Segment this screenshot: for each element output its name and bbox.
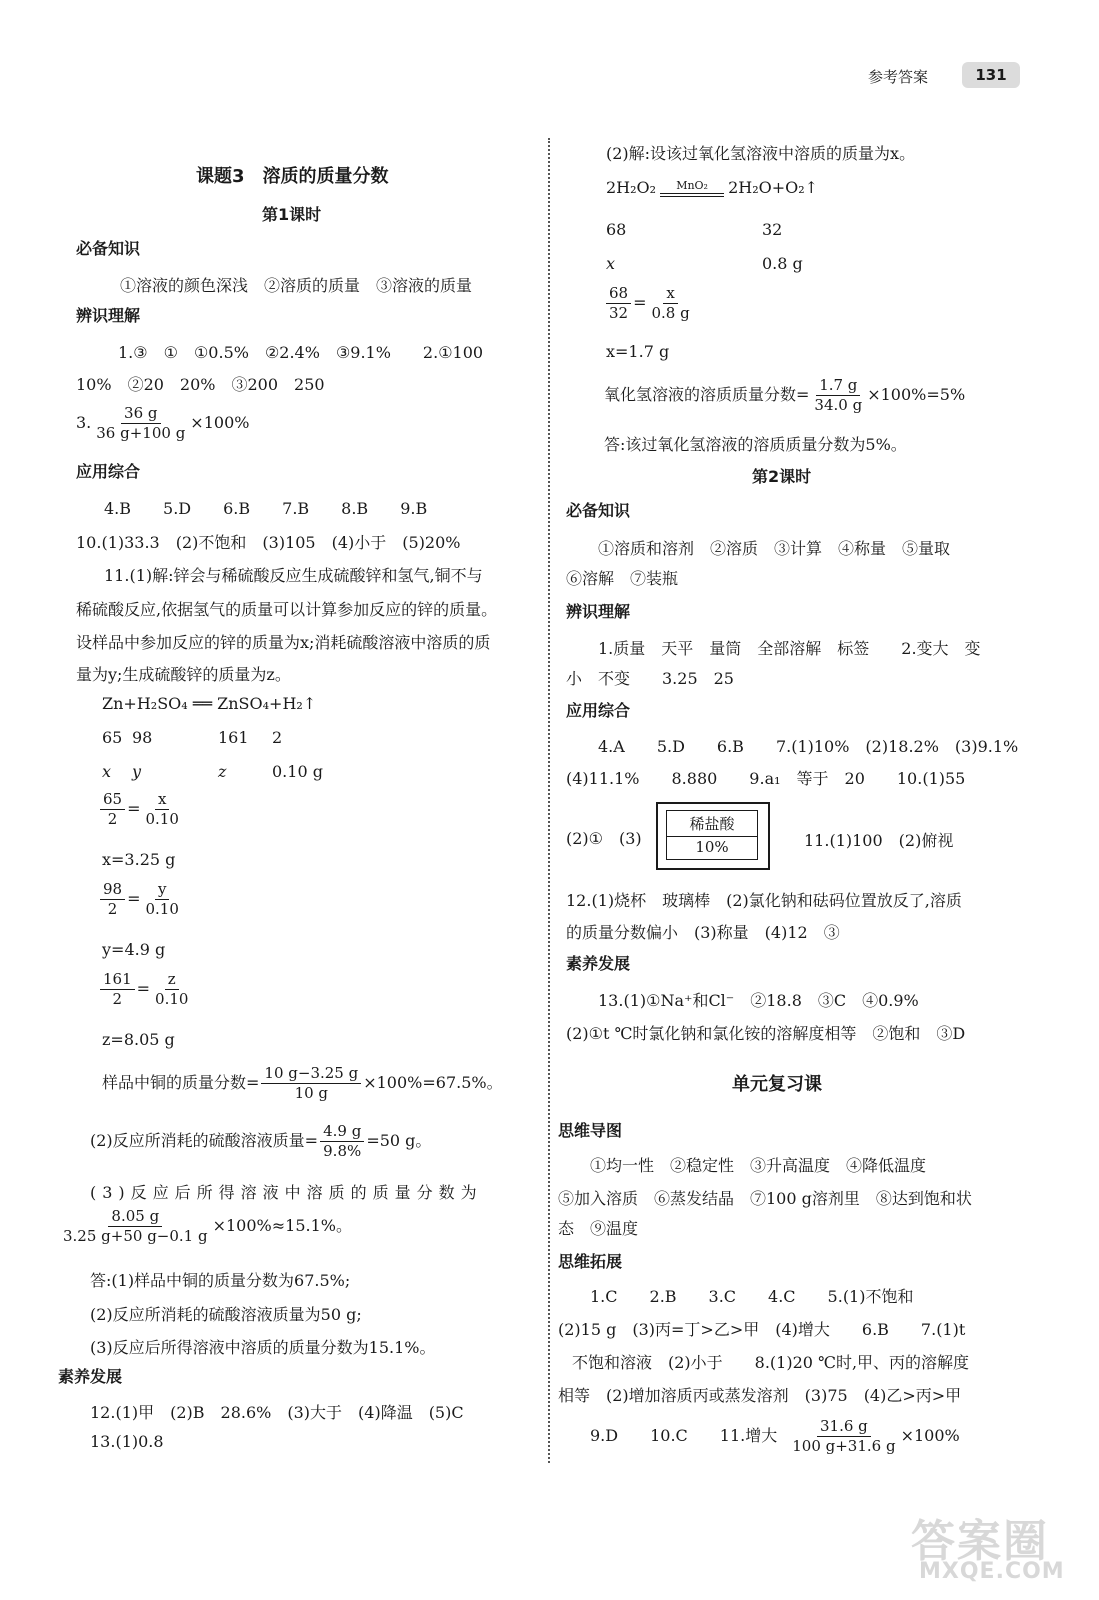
header-label: 参考答案 <box>868 68 929 86</box>
ratio-row: 68 <box>606 220 627 239</box>
watermark-url: MXQE.COM <box>919 1559 1065 1584</box>
answer-line: ①溶液的颜色深浅 ②溶质的质量 ③溶液的质量 <box>120 276 473 295</box>
ratio-row: 98 <box>132 728 153 747</box>
answer-line-formula: 氧化氢溶液的溶质质量分数= $\frac{1.7 g}{34.0 g}$ ×100%=5% <box>604 376 966 414</box>
answer-line: 4.A 5.D 6.B 7.(1)10% (2)18.2% (3)9.1% <box>598 737 1019 756</box>
answer-line: 11.(1)解:锌会与稀硫酸反应生成硫酸锌和氢气,铜不与 <box>104 566 483 585</box>
answer-line: (2)①t ℃时氯化钠和氯化铵的溶解度相等 ②饱和 ③D <box>566 1024 966 1043</box>
chemical-equation: Zn+H₂SO₄ ══ ZnSO₄+H₂↑ <box>102 694 317 713</box>
answer-line-formula: $\frac{8.05 g}{3.25 g+50 g-0.1 g}$ ×100%≈15.1%。 <box>63 1207 352 1245</box>
heading-comprehension: 辨识理解 <box>566 602 631 621</box>
heading-development: 素养发展 <box>58 1367 123 1386</box>
catalyst-arrow: MnO₂ <box>660 180 724 197</box>
answer-line: 10% ②20 20% ③200 250 <box>76 375 325 394</box>
column-divider <box>548 138 550 1463</box>
answer-line: 12.(1)烧杯 玻璃棒 (2)氯化钠和砝码位置放反了,溶质 <box>566 891 962 910</box>
heading-comprehension: 辨识理解 <box>76 306 141 325</box>
answer-line: 量为y;生成硫酸锌的质量为z。 <box>76 665 291 684</box>
heading-thinking-extension: 思维拓展 <box>558 1252 623 1271</box>
answer-line: ①溶质和溶剂 ②溶质 ③计算 ④称量 ⑤量取 <box>598 539 951 558</box>
ratio-row: z <box>218 762 227 781</box>
section-title: 课题3 溶质的质量分数 <box>196 166 389 187</box>
answer-line: ⑥溶解 ⑦装瓶 <box>566 569 679 588</box>
result: x=3.25 g <box>102 850 176 869</box>
answer-line: 13.(1)①Na⁺和Cl⁻ ②18.8 ③C ④0.9% <box>598 991 919 1010</box>
ratio-row: 0.8 g <box>762 254 803 273</box>
answer-line: 13.(1)0.8 <box>90 1432 164 1451</box>
watermark <box>905 1505 1085 1590</box>
answer-line: 答:(1)样品中铜的质量分数为67.5%; <box>90 1271 351 1290</box>
proportion: $\frac{68}{32}$ = $\frac{x}{0.8 g}$ <box>604 284 695 323</box>
lesson-title: 第2课时 <box>752 467 812 486</box>
unit-review-title: 单元复习课 <box>732 1074 822 1095</box>
result: y=4.9 g <box>102 940 166 959</box>
answer-line: (4)11.1% 8.880 9.a₁ 等于 20 10.(1)55 <box>566 769 966 788</box>
result: z=8.05 g <box>102 1030 175 1049</box>
answer-line: (2)反应所消耗的硫酸溶液质量为50 g; <box>90 1305 362 1324</box>
answer-line: 4.B 5.D 6.B 7.B 8.B 9.B <box>104 499 428 518</box>
answer-line: ①均一性 ②稳定性 ③升高温度 ④降低温度 <box>590 1156 927 1175</box>
answer-line: 不饱和溶液 (2)小于 8.(1)20 ℃时,甲、丙的溶解度 <box>572 1353 970 1372</box>
ratio-row: 65 <box>102 728 123 747</box>
answer-line: 1.质量 天平 量筒 全部溶解 标签 2.变大 变 <box>598 639 981 658</box>
question-number: 3. <box>76 413 92 432</box>
answer-line: 设样品中参加反应的锌的质量为x;消耗硫酸溶液中溶质的质 <box>76 633 491 652</box>
page-number: 131 <box>962 62 1020 88</box>
proportion: $\frac{65}{2}$ = $\frac{x}{0.10}$ <box>98 790 184 829</box>
answer-line: (2)① (3) <box>566 829 642 848</box>
answer-line-formula: 样品中铜的质量分数= $\frac{10 g-3.25 g}{10 g}$ ×100%=67.5%。 <box>102 1064 503 1102</box>
reagent-label <box>666 810 758 860</box>
watermark-logo: 答案圈 <box>911 1516 1049 1567</box>
heading-mind-map: 思维导图 <box>558 1121 623 1140</box>
answer-line-formula: 9.D 10.C 11.增大 $\frac{31.6 g}{100 g+31.6 g}$ ×100% <box>590 1417 960 1455</box>
answer-line: 小 不变 3.25 25 <box>566 669 734 688</box>
answer-line: 12.(1)甲 (2)B 28.6% (3)大于 (4)降温 (5)C <box>90 1403 464 1422</box>
reagent-name: 稀盐酸 <box>667 813 757 837</box>
fraction: $\frac{36 g}{36 g+100 g}$ <box>96 404 186 442</box>
heading-development: 素养发展 <box>566 954 631 973</box>
reagent-label-box <box>656 802 770 870</box>
answer-line: (2)解:设该过氧化氢溶液中溶质的质量为x。 <box>606 144 916 163</box>
proportion: $\frac{161}{2}$ = $\frac{z}{0.10}$ <box>98 970 193 1009</box>
answer-line-formula: (2)反应所消耗的硫酸溶液质量= $\frac{4.9 g}{9.8\%}$ =50 g。 <box>90 1122 432 1160</box>
answer-line: 相等 (2)增加溶质丙或蒸发溶剂 (3)75 (4)乙>丙>甲 <box>558 1386 962 1405</box>
heading-essential-knowledge: 必备知识 <box>566 501 631 520</box>
answer-line: 答:该过氧化氢溶液的溶质质量分数为5%。 <box>604 435 907 454</box>
answer-line: 1.C 2.B 3.C 4.C 5.(1)不饱和 <box>590 1287 914 1306</box>
answer-line: (2)15 g (3)丙=丁>乙>甲 (4)增大 6.B 7.(1)t <box>558 1320 966 1339</box>
heading-essential-knowledge: 必备知识 <box>76 239 141 258</box>
reagent-concentration: 10% <box>695 838 729 856</box>
heading-application: 应用综合 <box>566 701 631 720</box>
ratio-row: x <box>102 762 112 781</box>
ratio-row: 2 <box>272 728 283 747</box>
ratio-row: y <box>132 762 142 781</box>
answer-line: 态 ⑨温度 <box>558 1219 639 1238</box>
lesson-title: 第1课时 <box>262 205 322 224</box>
answer-line: 的质量分数偏小 (3)称量 (4)12 ③ <box>566 923 840 942</box>
proportion: $\frac{98}{2}$ = $\frac{y}{0.10}$ <box>98 880 184 919</box>
ratio-row: 32 <box>762 220 783 239</box>
answer-line: ⑤加入溶质 ⑥蒸发结晶 ⑦100 g溶剂里 ⑧达到饱和状 <box>558 1189 972 1208</box>
heading-application: 应用综合 <box>76 462 141 481</box>
answer-line: 10.(1)33.3 (2)不饱和 (3)105 (4)小于 (5)20% <box>76 533 461 552</box>
result: x=1.7 g <box>606 342 670 361</box>
answer-line: (3)反应后所得溶液中溶质的质量分数为15.1%。 <box>90 1338 436 1357</box>
ratio-row: x <box>606 254 616 273</box>
answer-line: 11.(1)100 (2)俯视 <box>804 831 954 850</box>
answer-line-formula: 3. $\frac{36 g}{36 g+100 g}$ ×100% <box>76 404 250 442</box>
answer-line: 1.③ ① ①0.5% ②2.4% ③9.1% 2.①100 <box>118 343 484 362</box>
answer-line: 稀硫酸反应,依据氢气的质量可以计算参加反应的锌的质量。 <box>76 600 498 619</box>
ratio-row: 0.10 g <box>272 762 323 781</box>
ratio-row: 161 <box>218 728 249 747</box>
answer-line: (3)反应后所得溶液中溶质的质量分数为 <box>90 1183 483 1202</box>
chemical-equation: 2H₂O₂ MnO₂ 2H₂O+O₂↑ <box>606 178 819 197</box>
